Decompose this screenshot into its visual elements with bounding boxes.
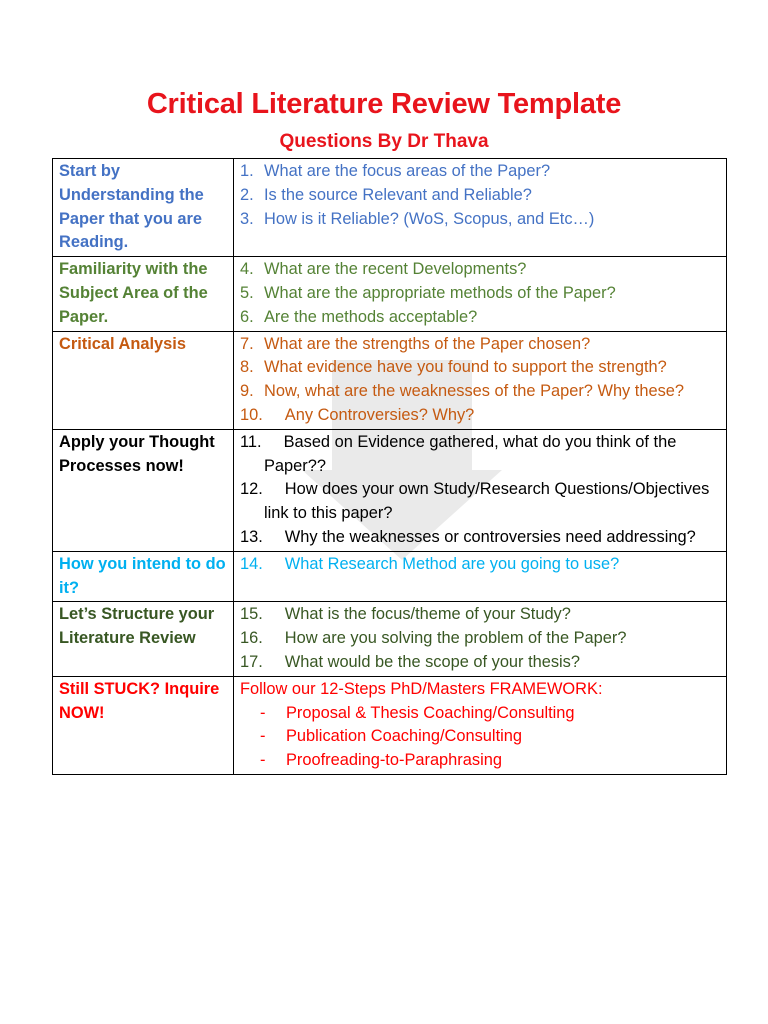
row-label-familiarity: Familiarity with the Subject Area of the Paper. — [53, 257, 234, 331]
row-questions-structure — [234, 602, 727, 676]
list-item: - Proposal & Thesis Coaching/Consulting — [260, 703, 575, 722]
question-item: 9. Now, what are the weaknesses of the Paper? Why these? — [240, 382, 685, 401]
question-item: 17. What would be the scope of your thesis? — [240, 652, 580, 671]
question-item: 4. What are the recent Developments? — [240, 260, 527, 279]
framework-intro: Follow our 12-Steps PhD/Masters FRAMEWORK: — [240, 679, 603, 698]
table-row — [53, 676, 727, 774]
row-questions-thought-processes — [234, 429, 727, 551]
question-item: 7. What are the strengths of the Paper chosen? — [240, 334, 591, 353]
table-row — [53, 331, 727, 429]
question-item: 2. Is the source Relevant and Reliable? — [240, 185, 532, 204]
table-row — [53, 257, 727, 331]
table-row — [53, 551, 727, 602]
question-item: 10. Any Controversies? Why? — [240, 405, 475, 424]
question-item: 3. How is it Reliable? (WoS, Scopus, and Etc…) — [240, 209, 595, 228]
review-table — [52, 158, 727, 775]
question-item: 16. How are you solving the problem of the Paper? — [240, 629, 627, 648]
row-label-intend: How you intend to do it? — [53, 551, 234, 602]
table-row — [53, 159, 727, 257]
question-item: 5. What are the appropriate methods of the Paper? — [240, 283, 616, 302]
page-subtitle: Questions By Dr Thava — [279, 131, 489, 152]
row-questions-critical-analysis — [234, 331, 727, 429]
row-label-thought-processes: Apply your Thought Processes now! — [53, 429, 234, 551]
row-label-critical-analysis: Critical Analysis — [53, 331, 234, 429]
row-questions-familiarity — [234, 257, 727, 331]
list-item: - Proofreading-to-Paraphrasing — [260, 751, 502, 770]
question-item: 14. What Research Method are you going to use? — [240, 554, 620, 573]
question-item: 8. What evidence have you found to support the strength? — [240, 358, 667, 377]
row-framework — [234, 676, 727, 774]
question-item: 11. Based on Evidence gathered, what do you think of the Paper?? — [240, 432, 677, 475]
table-row — [53, 602, 727, 676]
table-row — [53, 429, 727, 551]
question-item: 1. What are the focus areas of the Paper? — [240, 162, 551, 180]
page-title: Critical Literature Review Template — [146, 88, 622, 120]
question-item: 15. What is the focus/theme of your Study? — [240, 605, 571, 624]
question-item: 6. Are the methods acceptable? — [240, 307, 478, 326]
row-label-understanding: Start by Understanding the Paper that you are Reading. — [53, 159, 234, 257]
row-label-still-stuck: Still STUCK? Inquire NOW! — [53, 676, 234, 774]
list-item: - Publication Coaching/Consulting — [260, 727, 522, 746]
row-label-structure: Let’s Structure your Literature Review — [53, 602, 234, 676]
question-item: 12. How does your own Study/Research Questions/Objectives link to this paper? — [240, 480, 710, 523]
row-questions-intend — [234, 551, 727, 602]
question-item: 13. Why the weaknesses or controversies need addressing? — [240, 527, 696, 546]
row-questions-understanding — [234, 159, 727, 257]
